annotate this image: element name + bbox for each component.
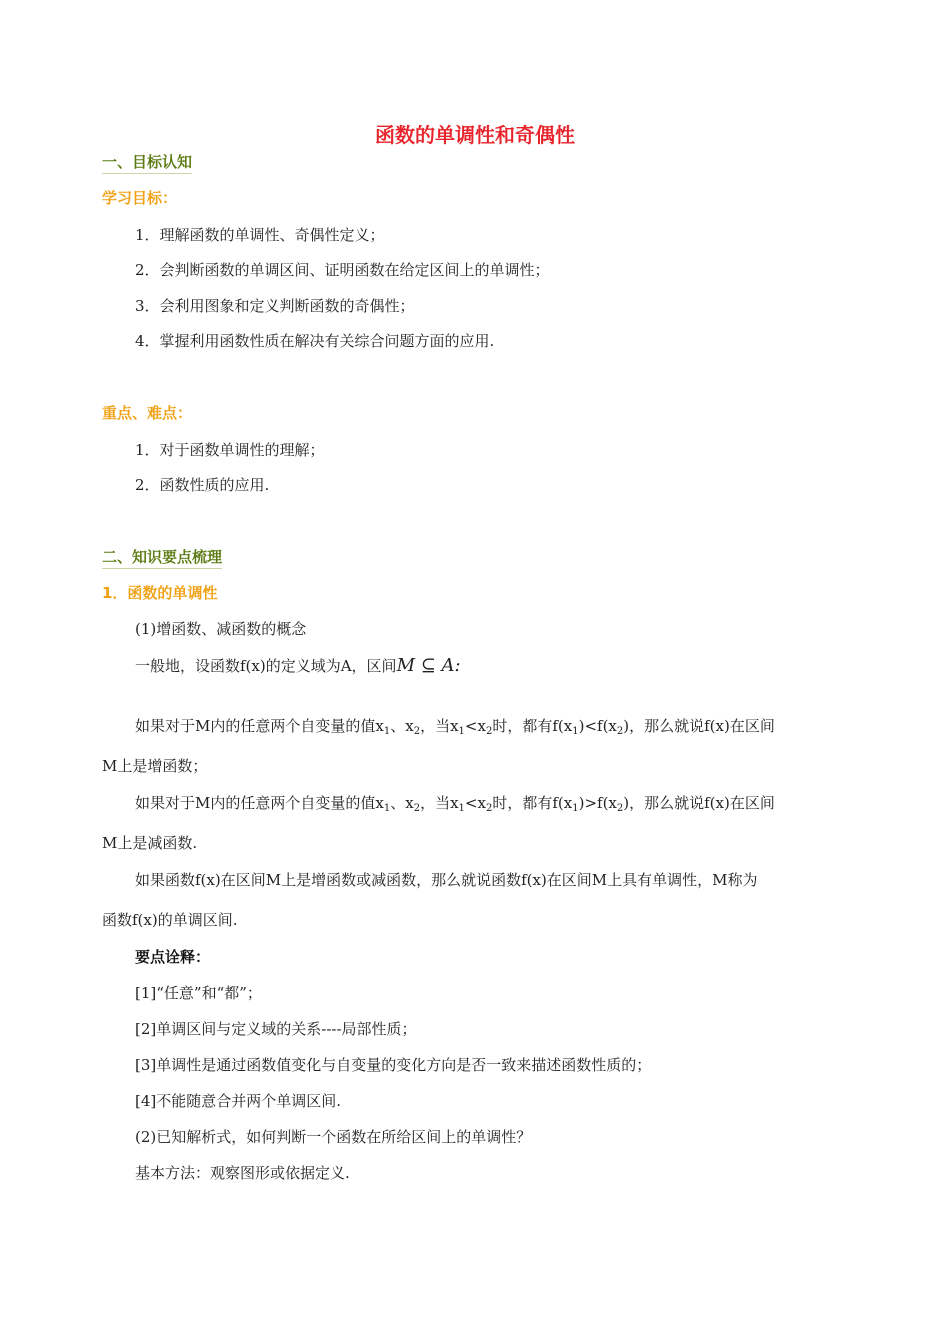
decreasing-definition-line2: M上是减函数. bbox=[102, 834, 198, 852]
note-item: [3]单调性是通过函数值变化与自变量的变化方向是否一致来描述函数性质的； bbox=[135, 1056, 652, 1074]
monotonic-interval-line1: 如果函数f(x)在区间M上是增函数或减函数，那么就说函数f(x)在区间M上具有单调性，M称为 bbox=[135, 871, 758, 889]
goals-heading: 学习目标： bbox=[102, 189, 178, 207]
goal-item: 1．理解函数的单调性、奇偶性定义； bbox=[135, 226, 385, 244]
subset-formula: M ⊆ A: bbox=[396, 655, 461, 676]
note-item: [1]“任意”和“都”； bbox=[135, 984, 262, 1002]
goal-item: 3．会利用图象和定义判断函数的奇偶性； bbox=[135, 297, 415, 315]
paragraph-basic-method: 基本方法：观察图形或依据定义. bbox=[135, 1164, 350, 1182]
paragraph-domain: 一般地，设函数f(x)的定义域为A，区间M ⊆ A: bbox=[135, 655, 461, 676]
page-title: 函数的单调性和奇偶性 bbox=[375, 123, 575, 147]
paragraph-concept: (1)增函数、减函数的概念 bbox=[135, 620, 307, 638]
section1-heading: 一、目标认知 bbox=[102, 152, 192, 174]
monotonic-interval-line2: 函数f(x)的单调区间. bbox=[102, 911, 238, 929]
note-item: [2]单调区间与定义域的关系----局部性质； bbox=[135, 1020, 417, 1038]
goal-item: 4．掌握利用函数性质在解决有关综合问题方面的应用. bbox=[135, 332, 495, 350]
increasing-definition-line2: M上是增函数； bbox=[102, 757, 208, 775]
subsection-monotonicity: 1．函数的单调性 bbox=[102, 584, 218, 602]
increasing-definition-line1: 如果对于M内的任意两个自变量的值$x_1$、$x_2$，当$x_1<x_2$时，都有$f(x_1)<f(x_2)$，那么就说f(x)在区间 bbox=[135, 717, 775, 737]
paragraph-question: (2)已知解析式，如何判断一个函数在所给区间上的单调性？ bbox=[135, 1128, 532, 1146]
goal-item: 2．会判断函数的单调区间、证明函数在给定区间上的单调性； bbox=[135, 261, 550, 279]
decreasing-definition-line1: 如果对于M内的任意两个自变量的值$x_1$、$x_2$，当$x_1<x_2$时，都有$f(x_1)>f(x_2)$，那么就说f(x)在区间 bbox=[135, 794, 775, 814]
notes-heading: 要点诠释： bbox=[135, 948, 211, 966]
section2-heading: 二、知识要点梳理 bbox=[102, 547, 222, 569]
key-points-heading: 重点、难点： bbox=[102, 404, 193, 422]
note-item: [4]不能随意合并两个单调区间. bbox=[135, 1092, 342, 1110]
key-point-item: 1．对于函数单调性的理解； bbox=[135, 441, 325, 459]
key-point-item: 2．函数性质的应用. bbox=[135, 476, 270, 494]
